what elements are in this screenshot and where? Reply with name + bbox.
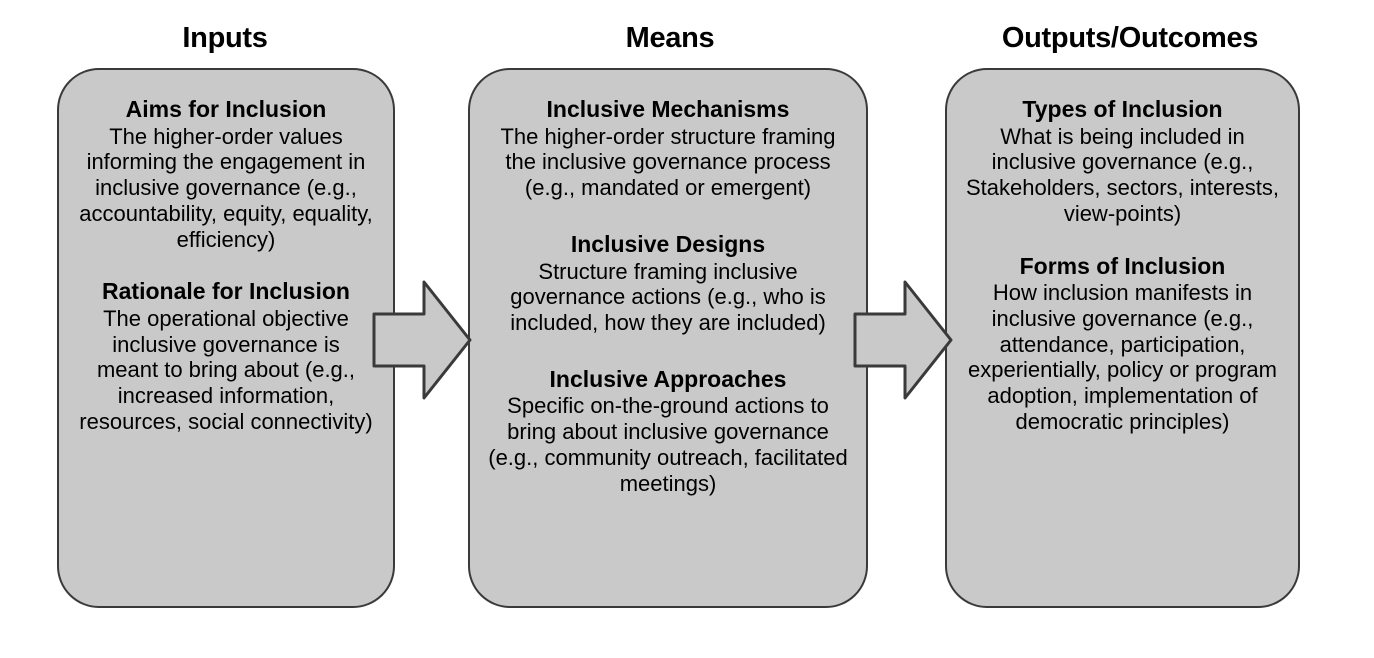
block-title: Types of Inclusion — [1022, 96, 1223, 122]
block-inclusive-designs — [484, 231, 852, 336]
inputs-box — [57, 68, 395, 608]
block-inclusive-mechanisms — [484, 96, 852, 201]
block-body: The operational objective inclusive governance is meant to bring about (e.g., increased information, resources, social connectivity) — [79, 306, 373, 434]
block-inclusive-approaches — [484, 366, 852, 497]
block-body: Structure framing inclusive governance actions (e.g., who is included, how they are included) — [510, 258, 826, 336]
block-body: How inclusion manifests in inclusive governance (e.g., attendance, participation, experientially, policy or program adoption, implementation of democratic principles) — [968, 280, 1277, 434]
outputs-outcomes-box — [945, 68, 1300, 608]
block-title: Inclusive Designs — [570, 230, 766, 257]
block-title: Forms of Inclusion — [1019, 252, 1226, 279]
block-body: The higher-order structure framing the inclusive governance process (e.g., mandated or emergent) — [500, 123, 836, 201]
block-aims-for-inclusion — [73, 96, 379, 252]
column-header-outputs: Outputs/Outcomes — [1001, 22, 1259, 54]
column-header-means: Means — [625, 22, 715, 54]
arrow-right-icon — [372, 280, 472, 400]
arrow-right-icon — [853, 280, 953, 400]
block-body: Specific on-the-ground actions to bring about inclusive governance (e.g., community outreach, facilitated meetings) — [488, 393, 848, 496]
block-forms-of-inclusion — [961, 253, 1284, 435]
block-types-of-inclusion — [961, 96, 1284, 227]
block-title: Rationale for Inclusion — [102, 278, 350, 305]
block-title: Inclusive Approaches — [549, 365, 787, 392]
means-box — [468, 68, 868, 608]
block-title: Inclusive Mechanisms — [546, 96, 790, 122]
block-title: Aims for Inclusion — [125, 96, 327, 122]
column-header-inputs: Inputs — [182, 22, 268, 54]
block-rationale-for-inclusion — [73, 278, 379, 434]
block-body: The higher-order values informing the engagement in inclusive governance (e.g., accountability, equity, equality, efficiency) — [79, 123, 373, 252]
block-body: What is being included in inclusive governance (e.g., Stakeholders, sectors, interests, view-points) — [965, 123, 1280, 226]
